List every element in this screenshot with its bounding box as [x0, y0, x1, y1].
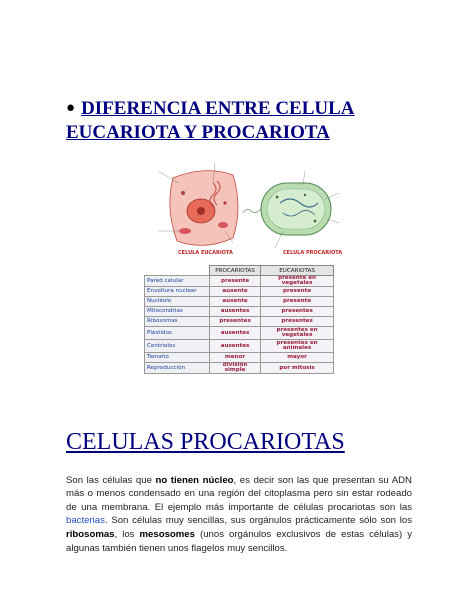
bullet-icon: ● — [66, 100, 76, 116]
row-eukaryote-value: presentes — [261, 317, 334, 327]
row-feature: Pared celular — [145, 276, 210, 287]
row-eukaryote-value: presentes en vegetales — [261, 327, 334, 340]
table-row — [145, 297, 334, 307]
table-header-blank — [145, 266, 210, 276]
text-run: , es decir son las que presentan su ADN más o menos condensado en una región del citoplasma pero sin estar rodeado de una membrana. El ejemplo más importante de células procariotas son las — [66, 474, 412, 513]
prokaryotic-cell-drawing — [243, 171, 339, 248]
row-eukaryote-value: presente en vegetales — [261, 276, 334, 287]
caption-prokaryotic-cell: CELULA PROCARIOTA — [283, 250, 343, 256]
row-feature: Mitocondrias — [145, 307, 210, 317]
row-eukaryote-value: presente — [261, 297, 334, 307]
text-run: (unos orgánulos exclusivos de estas células) y algunas también tienen unos flagelos muy sencillos. — [66, 528, 412, 554]
text-run: Son las células que — [66, 474, 156, 486]
cell-comparison-illustration — [155, 153, 347, 261]
row-eukaryote-value: presentes en animales — [261, 340, 334, 353]
row-prokaryote-value: menor — [210, 353, 261, 363]
row-prokaryote-value: división simple — [210, 363, 261, 374]
table-row — [145, 327, 334, 340]
bold-term-no-nucleus: no tienen núcleo — [155, 474, 234, 486]
table-row — [145, 340, 334, 353]
table-row — [145, 307, 334, 317]
row-prokaryote-value: ausentes — [210, 327, 261, 340]
row-feature: Centriolos — [145, 340, 210, 353]
body-paragraph — [66, 474, 412, 556]
text-run: . Son células muy sencillas, sus orgánulos prácticamente sólo son los — [104, 515, 412, 527]
row-prokaryote-value: presentes — [210, 317, 261, 327]
section-heading-prokaryotes: CELULAS PROCARIOTAS — [66, 429, 345, 455]
row-feature: Envoltura nuclear — [145, 287, 210, 297]
row-prokaryote-value: ausente — [210, 297, 261, 307]
row-prokaryote-value: ausentes — [210, 340, 261, 353]
section-heading-difference — [66, 96, 396, 145]
table-header-prokaryotes: PROCARIOTAS — [210, 266, 261, 276]
table-header-eukaryotes: EUCARIOTAS — [261, 266, 334, 276]
table-row — [145, 276, 334, 287]
row-feature: Tamaño — [145, 353, 210, 363]
row-feature: Ribosomas — [145, 317, 210, 327]
bold-term-ribosomas: ribosomas — [66, 528, 115, 540]
table-row — [145, 287, 334, 297]
row-prokaryote-value: presente — [210, 276, 261, 287]
row-feature: Plástidos — [145, 327, 210, 340]
caption-eukaryotic-cell: CELULA EUCARIOTA — [178, 250, 233, 256]
row-eukaryote-value: mayor — [261, 353, 334, 363]
eukaryotic-cell-drawing — [158, 163, 238, 245]
row-prokaryote-value: ausentes — [210, 307, 261, 317]
row-eukaryote-value: presente — [261, 287, 334, 297]
row-eukaryote-value: presentes — [261, 307, 334, 317]
table-row — [145, 353, 334, 363]
row-prokaryote-value: ausente — [210, 287, 261, 297]
bacterias-link[interactable]: bacterias — [66, 515, 105, 527]
comparison-table — [144, 265, 334, 374]
table-row — [145, 363, 334, 374]
text-run: , los — [114, 528, 140, 540]
row-feature: Nucléolo — [145, 297, 210, 307]
row-eukaryote-value: por mitosis — [261, 363, 334, 374]
row-feature: Reproducción — [145, 363, 210, 374]
table-header-row — [145, 266, 334, 276]
table-row — [145, 317, 334, 327]
bold-term-mesosomes: mesosomes — [139, 528, 195, 540]
heading-text: DIFERENCIA ENTRE CELULA EUCARIOTA Y PROCARIOTA — [66, 98, 355, 143]
